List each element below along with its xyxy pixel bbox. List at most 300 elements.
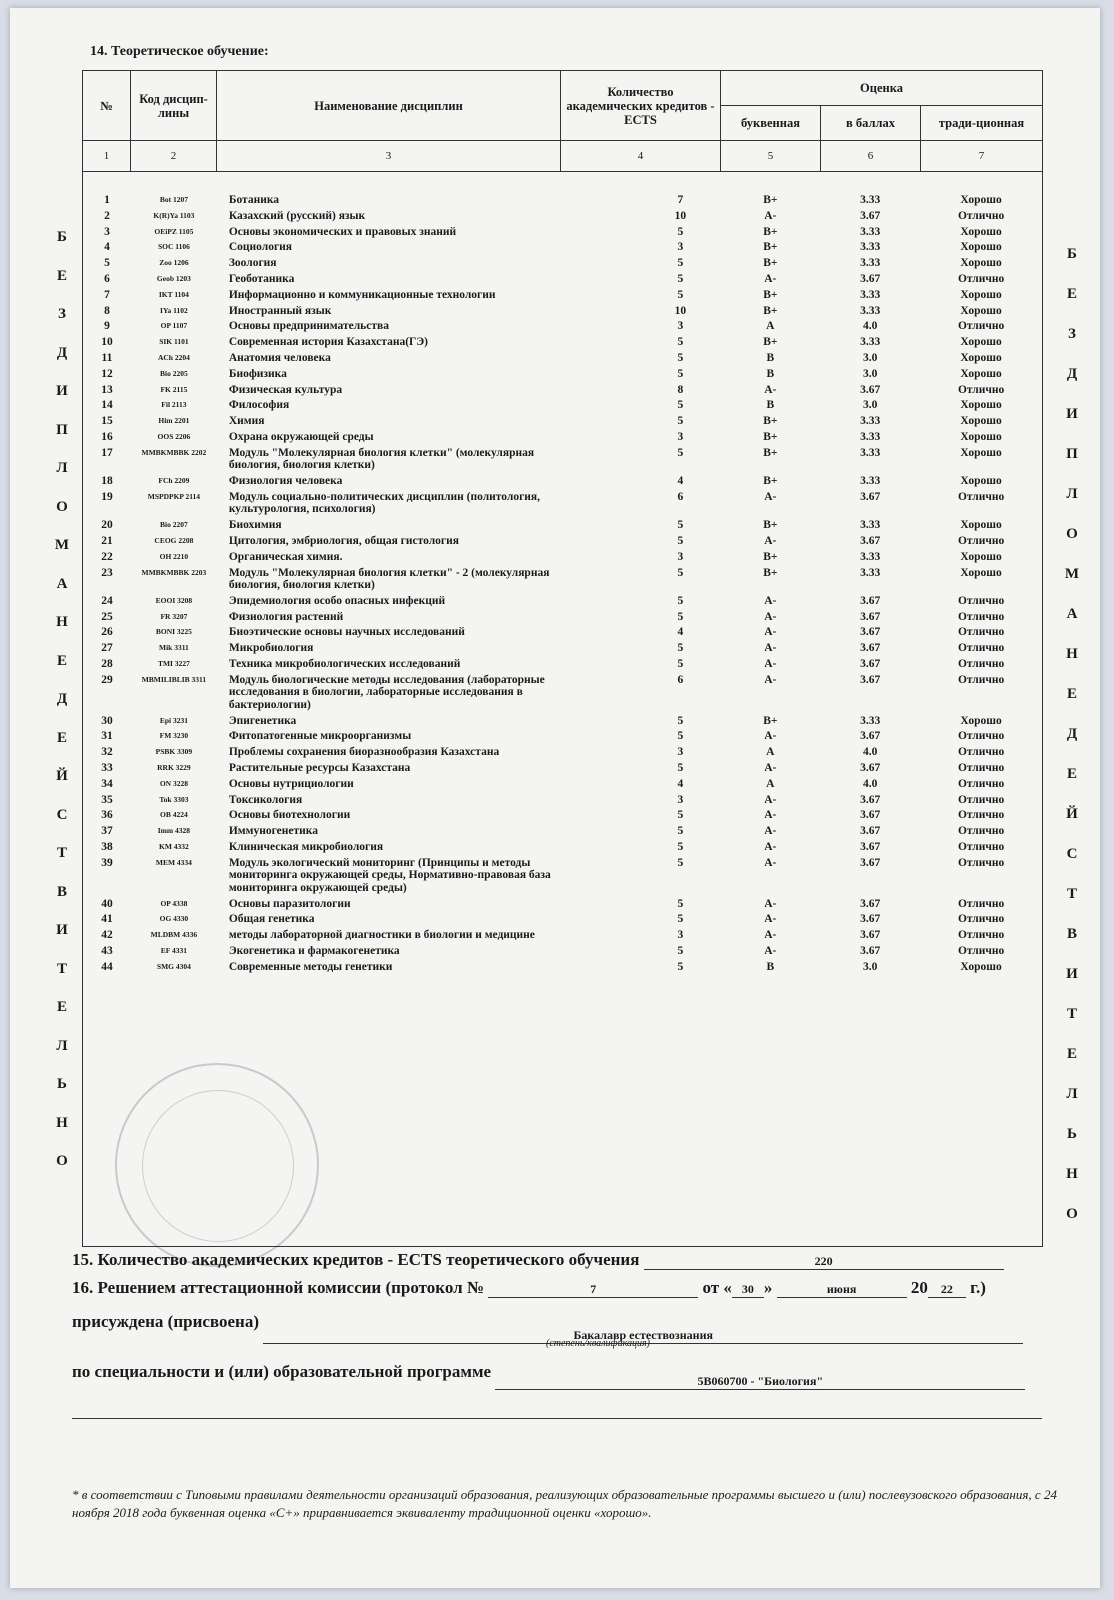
points-grade: 3.67 (860, 856, 881, 869)
table-row (83, 305, 1042, 318)
traditional-grade: Отлично (957, 840, 1005, 853)
watermark-letter: Н (56, 614, 68, 630)
credits-value: 6 (677, 490, 684, 503)
points-grade: 3.0 (863, 367, 878, 380)
row-number: 27 (101, 642, 113, 655)
row-number: 36 (101, 809, 113, 822)
table-row (83, 595, 1042, 608)
table-row (83, 519, 1042, 532)
credits-value: 6 (677, 673, 684, 686)
discipline-name: Современные методы генетики (228, 960, 393, 973)
points-grade: 3.67 (860, 626, 881, 639)
grades-table (82, 70, 1043, 1247)
blank-line (72, 1418, 1042, 1419)
row-number: 15 (101, 415, 113, 428)
watermark-letter: О (56, 498, 68, 515)
points-grade: 3.67 (860, 840, 881, 853)
table-row (83, 715, 1042, 728)
points-grade: 3.33 (860, 714, 881, 727)
table-row (83, 384, 1042, 397)
credits-value: 5 (677, 944, 684, 957)
credits-value: 5 (677, 566, 684, 579)
credits-total-value: 220 (644, 1254, 1004, 1270)
watermark-letter: О (1066, 1206, 1078, 1222)
discipline-name: Общая генетика (228, 913, 315, 926)
row-number: 5 (104, 257, 110, 270)
section-title: 14. Теоретическое обучение: (90, 44, 269, 59)
discipline-code: SOC 1106 (157, 242, 190, 252)
year-end: г.) (970, 1278, 986, 1297)
discipline-code: OOS 2206 (157, 431, 191, 441)
points-grade: 3.33 (860, 446, 881, 459)
discipline-name: Модуль "Молекулярная биология клетки" (молекулярная биология, биология клетки) (228, 446, 535, 472)
watermark-letter: Е (1066, 686, 1077, 702)
discipline-code: OB 4224 (160, 810, 188, 820)
watermark-letter: Д (1066, 366, 1078, 382)
credits-total-line (72, 1250, 1004, 1270)
row-number: 20 (101, 519, 113, 532)
discipline-code: EF 4331 (160, 945, 187, 955)
discipline-code: Fil 2113 (161, 400, 187, 410)
points-grade: 3.33 (860, 519, 881, 532)
points-grade: 3.0 (863, 399, 878, 412)
discipline-name: Информационно и коммуникационные технологии (228, 288, 496, 301)
points-grade: 3.33 (860, 194, 881, 206)
letter-grade: B+ (763, 241, 778, 254)
discipline-name: Основы предпринимательства (228, 320, 389, 333)
protocol-month: июня (777, 1282, 907, 1298)
discipline-name: Растительные ресурсы Казахстана (228, 762, 411, 774)
letter-grade: A (766, 320, 775, 333)
table-row (83, 567, 1042, 592)
discipline-code: SIK 1101 (159, 337, 189, 347)
letter-grade: B+ (763, 336, 778, 349)
row-number: 42 (101, 929, 113, 942)
row-number: 26 (101, 626, 113, 639)
protocol-day: 30 (732, 1282, 764, 1298)
letter-grade: B+ (763, 430, 778, 443)
commission-label: 16. Решением аттестационной комиссии (протокол № (72, 1278, 484, 1297)
specialty-line (72, 1362, 1025, 1388)
watermark-letter: О (1066, 526, 1078, 542)
traditional-grade: Отлично (957, 320, 1005, 333)
row-number: 8 (104, 304, 110, 317)
discipline-name: Модуль экологический мониторинг (Принципы и методы мониторинга окружающей среды, Нормативно-правовая база мониторинга окружающей среды) (228, 856, 551, 894)
specialty-label: по специальности и (или) образовательной программе (72, 1362, 492, 1381)
table-row (83, 658, 1042, 671)
watermark-letter: Е (56, 267, 67, 284)
credits-value: 5 (677, 714, 684, 727)
row-number: 35 (101, 793, 113, 806)
awarded-degree: Бакалавр естествознания (263, 1328, 1023, 1344)
points-grade: 3.67 (860, 944, 881, 957)
traditional-grade: Отлично (957, 944, 1005, 957)
points-grade: 3.67 (860, 610, 881, 623)
side-watermark-left (50, 218, 74, 1181)
credits-value: 5 (677, 730, 684, 743)
traditional-grade: Хорошо (960, 475, 1002, 488)
discipline-code: Epi 3231 (159, 715, 188, 725)
table-row (83, 273, 1042, 286)
watermark-letter: Т (56, 845, 67, 861)
discipline-name: Модуль "Молекулярная биология клетки" - 2 (молекулярная биология, биология клетки) (228, 566, 550, 592)
row-number: 4 (104, 241, 110, 254)
credits-value: 5 (677, 610, 684, 623)
table-row (83, 368, 1042, 381)
discipline-code: MLDBM 4336 (150, 930, 198, 940)
table-row (83, 226, 1042, 239)
discipline-name: Эпидемиология особо опасных инфекций (228, 594, 446, 607)
discipline-code: FR 3207 (160, 611, 188, 621)
traditional-grade: Отлично (957, 383, 1005, 396)
letter-grade: B+ (763, 304, 778, 317)
watermark-letter: Л (56, 1037, 68, 1054)
traditional-grade: Хорошо (960, 241, 1002, 254)
traditional-grade: Отлично (957, 642, 1005, 655)
discipline-name: Модуль социально-политических дисциплин (политология, культурология, психология) (228, 490, 541, 516)
points-grade: 3.33 (860, 225, 881, 238)
points-grade: 3.33 (860, 288, 881, 301)
discipline-code: OP 4338 (160, 898, 188, 908)
points-grade: 3.33 (860, 475, 881, 488)
table-row (83, 961, 1042, 974)
credits-value: 5 (677, 897, 684, 910)
table-row (83, 626, 1042, 639)
discipline-name: Микробиология (228, 642, 314, 655)
traditional-grade: Отлично (957, 730, 1005, 743)
table-row (83, 929, 1042, 942)
discipline-name: Казахский (русский) язык (228, 209, 366, 222)
credits-value: 5 (677, 642, 684, 655)
table-row (83, 674, 1042, 712)
watermark-letter: И (56, 922, 68, 938)
watermark-letter: Н (1066, 646, 1078, 662)
row-number: 43 (101, 944, 113, 957)
discipline-code: Bio 2207 (160, 520, 188, 530)
table-row (83, 762, 1042, 775)
traditional-grade: Хорошо (960, 519, 1002, 532)
points-grade: 3.67 (860, 897, 881, 910)
header-num: № (83, 71, 131, 141)
traditional-grade: Отлично (957, 658, 1005, 671)
from-label: от « (702, 1278, 732, 1297)
column-number: 3 (217, 141, 561, 172)
points-grade: 3.67 (860, 534, 881, 547)
points-grade: 4.0 (863, 746, 878, 759)
traditional-grade: Хорошо (960, 194, 1002, 206)
discipline-code: Imm 4328 (157, 826, 191, 836)
points-grade: 3.67 (860, 809, 881, 822)
discipline-name: Зоология (228, 257, 277, 270)
traditional-grade: Отлично (957, 209, 1005, 222)
letter-grade: B+ (763, 194, 778, 206)
credits-value: 10 (674, 304, 687, 317)
discipline-code: KM 4332 (158, 841, 189, 851)
credits-value: 5 (677, 336, 684, 349)
table-row (83, 841, 1042, 854)
traditional-grade: Отлично (957, 856, 1005, 869)
traditional-grade: Отлично (957, 929, 1005, 942)
watermark-letter: Е (1066, 286, 1077, 302)
watermark-letter: А (56, 575, 68, 592)
row-number: 29 (101, 673, 113, 686)
credits-value: 5 (677, 225, 684, 238)
commission-line (72, 1278, 986, 1298)
traditional-grade: Хорошо (960, 550, 1002, 563)
discipline-code: TMI 3227 (157, 659, 190, 669)
points-grade: 3.67 (860, 658, 881, 671)
traditional-grade: Хорошо (960, 415, 1002, 428)
row-number: 13 (101, 383, 113, 396)
letter-grade: A (766, 746, 775, 759)
discipline-name: методы лабораторной диагностики в биологии и медицине (228, 929, 535, 942)
table-row (83, 241, 1042, 254)
points-grade: 3.67 (860, 642, 881, 655)
row-number: 3 (104, 225, 110, 238)
table-row (83, 210, 1042, 223)
header-credits: Количество академических кредитов - ECTS (561, 71, 721, 141)
points-grade: 3.67 (860, 673, 881, 686)
row-number: 9 (104, 320, 110, 333)
points-grade: 3.67 (860, 793, 881, 806)
discipline-name: Иностранный язык (228, 304, 332, 317)
discipline-name: Основы экономических и правовых знаний (228, 225, 457, 238)
row-number: 39 (101, 856, 113, 869)
table-row (83, 746, 1042, 759)
credits-value: 5 (677, 257, 684, 270)
letter-grade: A- (764, 762, 777, 774)
column-number: 1 (83, 141, 131, 172)
discipline-name: Геоботаника (228, 272, 295, 285)
discipline-name: Биоэтические основы научных исследований (228, 626, 465, 639)
row-number: 2 (104, 209, 110, 222)
discipline-code: MMBKMBBK 2202 (141, 447, 207, 457)
traditional-grade: Отлично (957, 897, 1005, 910)
letter-grade: A- (764, 610, 777, 623)
table-row (83, 809, 1042, 822)
points-grade: 3.33 (860, 304, 881, 317)
discipline-name: Экогенетика и фармакогенетика (228, 944, 400, 957)
table-row (83, 336, 1042, 349)
day-close: » (763, 1278, 773, 1297)
traditional-grade: Отлично (957, 777, 1005, 790)
watermark-letter: Л (1066, 1086, 1078, 1102)
letter-grade: B+ (763, 415, 778, 428)
letter-grade: A- (764, 856, 777, 869)
watermark-letter: О (56, 1153, 68, 1169)
watermark-letter: П (56, 421, 68, 438)
watermark-letter: З (58, 306, 66, 322)
watermark-letter: С (56, 806, 68, 823)
watermark-letter: Ь (1067, 1126, 1077, 1142)
row-number: 21 (101, 534, 113, 547)
traditional-grade: Отлично (957, 272, 1005, 285)
discipline-name: Иммуногенетика (228, 825, 318, 838)
grades-body (83, 172, 1043, 1247)
discipline-code: ACh 2204 (157, 352, 190, 362)
discipline-code: FM 3230 (159, 731, 189, 741)
discipline-name: Химия (228, 415, 265, 428)
points-grade: 3.67 (860, 490, 881, 503)
letter-grade: A (766, 777, 775, 790)
letter-grade: B+ (763, 225, 778, 238)
header-letter: буквенная (721, 106, 821, 141)
credits-value: 5 (677, 762, 684, 774)
discipline-name: Эпигенетика (228, 714, 297, 727)
table-row (83, 794, 1042, 807)
row-number: 1 (104, 194, 110, 206)
traditional-grade: Хорошо (960, 367, 1002, 380)
discipline-name: Техника микробиологических исследований (228, 658, 461, 671)
letter-grade: A- (764, 897, 777, 910)
discipline-name: Проблемы сохранения биоразнообразия Казахстана (228, 746, 500, 759)
traditional-grade: Хорошо (960, 257, 1002, 270)
watermark-letter: Н (56, 1114, 68, 1131)
table-row (83, 257, 1042, 270)
letter-grade: B (766, 960, 775, 973)
header-points: в баллах (821, 106, 921, 141)
table-row (83, 778, 1042, 791)
diploma-supplement-page (10, 8, 1100, 1588)
column-number: 6 (821, 141, 921, 172)
row-number: 16 (101, 430, 113, 443)
discipline-name: Клиническая микробиология (228, 840, 384, 853)
traditional-grade: Отлично (957, 809, 1005, 822)
discipline-code: BONI 3225 (155, 627, 192, 637)
letter-grade: B+ (763, 714, 778, 727)
row-number: 44 (101, 960, 113, 973)
discipline-name: Физиология растений (228, 610, 344, 623)
row-number: 34 (101, 777, 113, 790)
letter-grade: A- (764, 209, 777, 222)
watermark-letter: Й (1066, 806, 1078, 822)
discipline-name: Модуль биологические методы исследования (лабораторные исследования в биологии, лабораторные исследования в бактериологии) (228, 673, 545, 711)
table-row (83, 415, 1042, 428)
header-code: Код дисцип-лины (131, 71, 217, 141)
points-grade: 3.67 (860, 825, 881, 838)
credits-value: 5 (677, 534, 684, 547)
points-grade: 3.67 (860, 730, 881, 743)
discipline-name: Органическая химия. (228, 550, 343, 563)
credits-value: 8 (677, 383, 684, 396)
credits-value: 5 (677, 367, 684, 380)
row-number: 14 (101, 399, 113, 412)
watermark-letter: Е (56, 729, 67, 746)
protocol-number: 7 (488, 1282, 698, 1298)
watermark-letter: М (1064, 566, 1080, 582)
points-grade: 3.33 (860, 430, 881, 443)
letter-grade: A- (764, 534, 777, 547)
row-number: 30 (101, 714, 113, 727)
watermark-letter: Ь (57, 1076, 67, 1092)
credits-value: 5 (677, 809, 684, 822)
watermark-letter: И (1066, 966, 1078, 982)
discipline-code: OH 2210 (159, 551, 189, 561)
credits-value: 5 (677, 594, 684, 607)
points-grade: 3.67 (860, 383, 881, 396)
credits-value: 3 (677, 320, 684, 333)
column-number: 7 (921, 141, 1043, 172)
discipline-name: Цитология, эмбриология, общая гистология (228, 534, 460, 547)
table-row (83, 491, 1042, 516)
points-grade: 4.0 (863, 320, 878, 333)
row-number: 19 (101, 490, 113, 503)
traditional-grade: Хорошо (960, 304, 1002, 317)
traditional-grade: Отлично (957, 534, 1005, 547)
letter-grade: A- (764, 840, 777, 853)
table-row (83, 431, 1042, 444)
discipline-code: MEM 4334 (155, 857, 192, 867)
traditional-grade: Хорошо (960, 566, 1002, 579)
row-number: 6 (104, 272, 110, 285)
letter-grade: A- (764, 944, 777, 957)
credits-value: 5 (677, 840, 684, 853)
discipline-code: K(R)Ya 1103 (153, 210, 195, 220)
table-row (83, 913, 1042, 926)
discipline-name: Основы биотехнологии (228, 809, 351, 822)
credits-value: 3 (677, 241, 684, 254)
traditional-grade: Хорошо (960, 714, 1002, 727)
discipline-name: Ботаника (228, 194, 280, 206)
credits-value: 5 (677, 272, 684, 285)
table-row (83, 642, 1042, 655)
traditional-grade: Хорошо (960, 288, 1002, 301)
letter-grade: B+ (763, 519, 778, 532)
credits-value: 10 (674, 209, 687, 222)
discipline-code: OEiPZ 1105 (154, 226, 194, 236)
table-row (83, 447, 1042, 472)
credits-value: 3 (677, 746, 684, 759)
traditional-grade: Хорошо (960, 960, 1002, 973)
discipline-code: IYa 1102 (160, 305, 188, 315)
discipline-name: Физиология человека (228, 475, 343, 488)
credits-value: 5 (677, 856, 684, 869)
watermark-letter: Й (56, 768, 68, 784)
traditional-grade: Хорошо (960, 446, 1002, 459)
credits-value: 5 (677, 415, 684, 428)
watermark-letter: Л (56, 460, 68, 476)
traditional-grade: Отлично (957, 594, 1005, 607)
row-number: 12 (101, 367, 113, 380)
row-number: 10 (101, 336, 113, 349)
watermark-letter: З (1068, 326, 1076, 342)
row-number: 28 (101, 658, 113, 671)
watermark-letter: Е (1066, 766, 1077, 782)
row-number: 31 (101, 730, 113, 743)
traditional-grade: Хорошо (960, 225, 1002, 238)
watermark-letter: Т (1066, 1006, 1077, 1022)
discipline-name: Философия (228, 399, 290, 412)
discipline-name: Современная история Казахстана(ГЭ) (228, 336, 428, 349)
specialty-value: 5В060700 - "Биология" (495, 1374, 1025, 1390)
watermark-letter: С (1066, 846, 1078, 862)
table-row (83, 399, 1042, 412)
table-row (83, 825, 1042, 838)
row-number: 24 (101, 594, 113, 607)
discipline-name: Охрана окружающей среды (228, 430, 374, 443)
points-grade: 3.67 (860, 209, 881, 222)
watermark-letter: Н (1066, 1166, 1078, 1182)
points-grade: 3.67 (860, 272, 881, 285)
credits-value: 3 (677, 550, 684, 563)
table-row (83, 857, 1042, 895)
credits-value: 5 (677, 519, 684, 532)
watermark-letter: П (1066, 446, 1078, 462)
watermark-letter: И (1066, 406, 1078, 422)
traditional-grade: Хорошо (960, 351, 1002, 364)
points-grade: 3.67 (860, 913, 881, 926)
discipline-code: Bio 2205 (160, 368, 188, 378)
